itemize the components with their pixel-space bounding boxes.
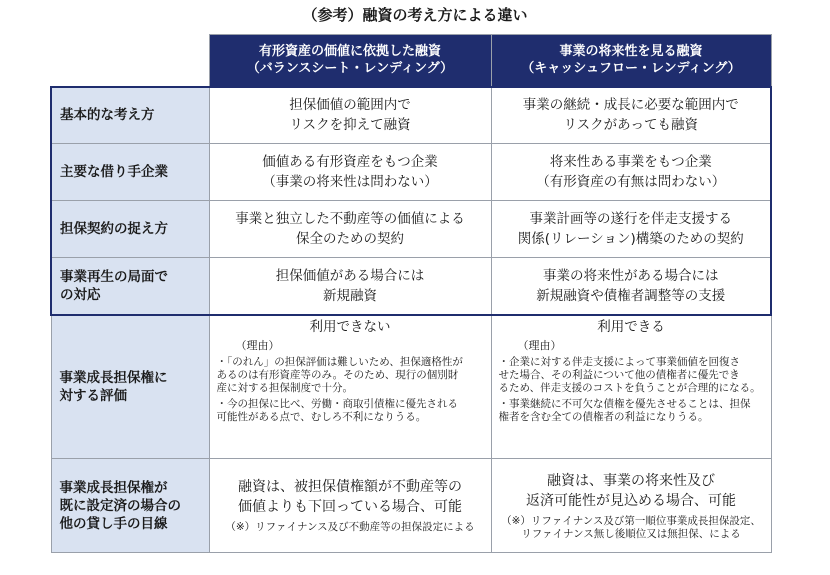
page-title: （参考）融資の考え方による違い — [302, 6, 528, 24]
cell-cash-flow: 将来性ある事業をもつ企業 （有形資産の有無は問わない） — [491, 144, 771, 201]
table-row-other-lenders — [51, 459, 771, 553]
table-row-evaluation — [51, 315, 771, 459]
cell-cash-flow: 事業計画等の遂行を伴走支援する 関係(リレーション)構築のための契約 — [491, 201, 771, 258]
cell-cash-flow: 事業の将来性がある場合には 新規融資や債権者調整等の支援 — [491, 258, 771, 315]
cell-balance-sheet: 担保価値の範囲内で リスクを抑えて融資 — [209, 87, 491, 144]
row-header-main-borrowers: 主要な借り手企業 — [51, 144, 209, 201]
cell-balance-sheet — [209, 459, 491, 553]
row-header-collateral-contract: 担保契約の捉え方 — [51, 201, 209, 258]
cell-cash-flow — [491, 459, 771, 553]
row-header-business-revival: 事業再生の局面で の対応 — [51, 258, 209, 315]
cell-balance-sheet: 事業と独立した不動産等の価値による 保全のための契約 — [209, 201, 491, 258]
verdict-text: 利用できない — [309, 318, 391, 335]
cell-balance-sheet — [209, 315, 491, 459]
header-corner — [51, 35, 209, 87]
row-header-other-lenders: 事業成長担保権が 既に設定済の場合の 他の貸し手の目線 — [51, 459, 209, 553]
cell-balance-sheet: 価値ある有形資産をもつ企業 （事業の将来性は問わない） — [209, 144, 491, 201]
column-header-balance-sheet: 有形資産の価値に依拠した融資 （バランスシート・レンディング） — [209, 35, 491, 87]
verdict-text: 利用できる — [597, 318, 665, 335]
row-header-basic-approach: 基本的な考え方 — [51, 87, 209, 144]
footnote: （※）リファイナンス及び第一順位事業成長担保設定、 リファイナンス無し後順位又は無担保、による — [501, 514, 761, 540]
main-text: 融資は、事業の将来性及び 返済可能性が見込める場合、可能 — [526, 472, 736, 509]
reason-item: ・今の担保に比べ、労働・商取引債権に優先される 可能性がある点で、むしろ不利になりうる。 — [216, 397, 458, 423]
row-header-evaluation: 事業成長担保権に 対する評価 — [51, 315, 209, 459]
reason-label: （理由） — [235, 338, 280, 352]
table-row — [51, 201, 771, 258]
reason-label: （理由） — [517, 338, 562, 352]
table-row — [51, 258, 771, 315]
reason-item: ・事業継続に不可欠な債権を優先させることは、担保 権者を含む全ての債権者の利益になりうる。 — [498, 397, 751, 423]
comparison-table — [50, 34, 772, 553]
column-header-cash-flow: 事業の将来性を見る融資 （キャッシュフロー・レンディング） — [491, 35, 771, 87]
cell-cash-flow — [491, 315, 771, 459]
main-text: 融資は、被担保債権額が不動産等の 価値よりも下回っている場合、可能 — [238, 479, 462, 515]
table-row — [51, 144, 771, 201]
reason-item: ・企業に対する伴走支援によって事業価値を回復さ せた場合、その利益について他の債権者に優先でき るため、伴走支援のコストを負うことが合理的になる。 — [498, 355, 761, 394]
reason-item: ・「のれん」の担保評価は難しいため、担保適格性が あるのは有形資産等のみ。そのため、現行の個別財 産に対する担保制度で十分。 — [216, 355, 463, 394]
table-row — [51, 87, 771, 144]
cell-balance-sheet: 担保価値がある場合には 新規融資 — [209, 258, 491, 315]
table-header-row — [51, 35, 771, 87]
footnote: （※）リファイナンス及び不動産等の担保設定による — [225, 521, 475, 533]
cell-cash-flow: 事業の継続・成長に必要な範囲内で リスクがあっても融資 — [491, 87, 771, 144]
